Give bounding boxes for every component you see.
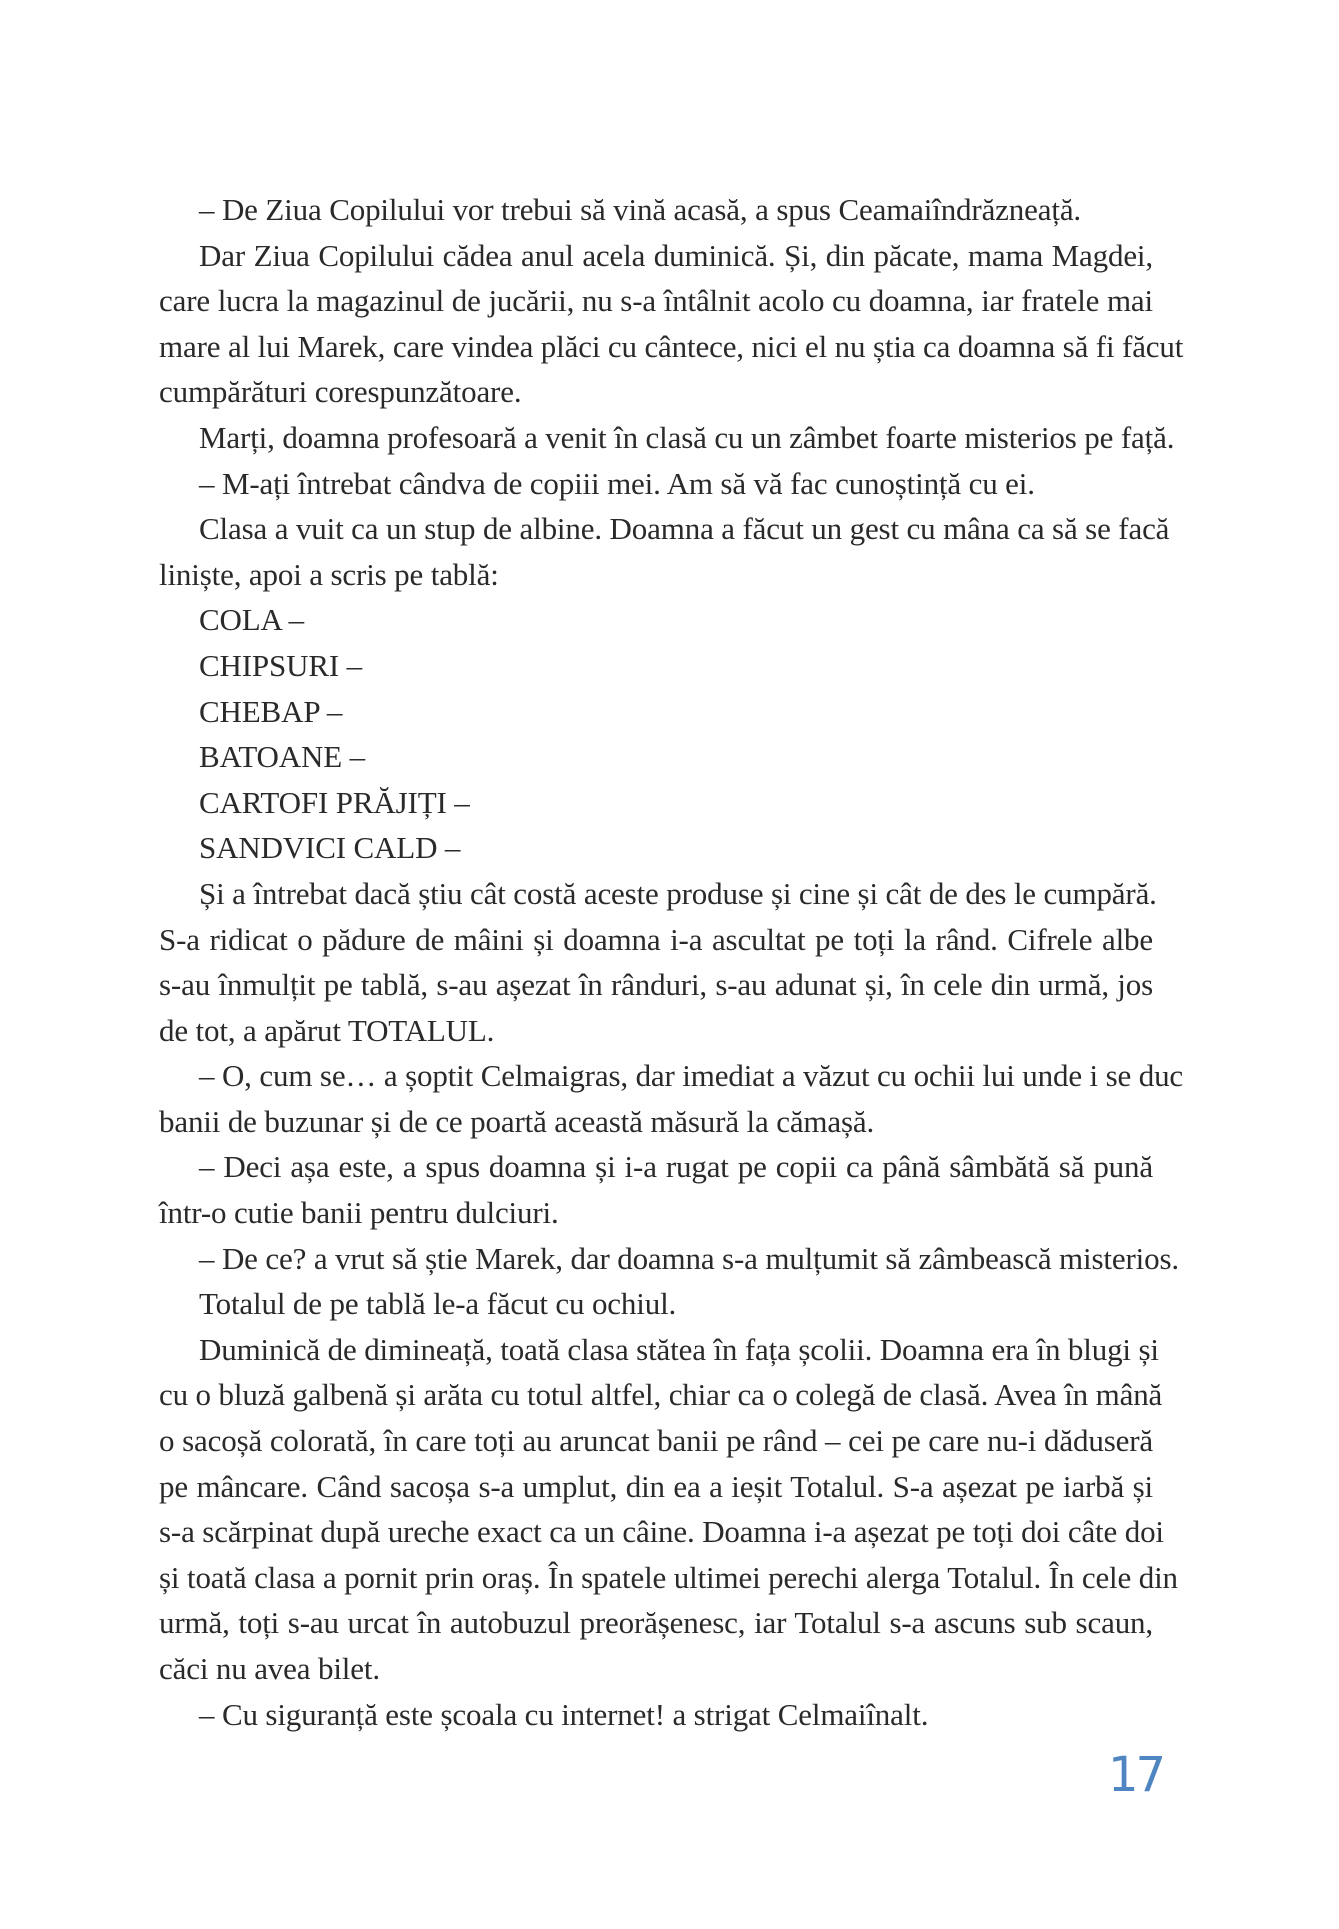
text-line: cu o bluză galbenă și arăta cu totul altfel, chiar ca o colegă de clasă. Avea în mână: [159, 1377, 1163, 1413]
text-line: pe mâncare. Când sacoșa s-a umplut, din ea a ieșit Totalul. S-a așezat pe iarbă și: [159, 1468, 1153, 1504]
text-line: – M-ați întrebat cândva de copiii mei. Am să vă fac cunoștință cu ei.: [199, 465, 1035, 501]
text-line: într-o cutie banii pentru dulciuri.: [159, 1195, 559, 1231]
text-line: – Deci așa este, a spus doamna și i-a rugat pe copii ca până sâmbătă să pună: [199, 1149, 1153, 1185]
text-line: Totalul de pe tablă le-a făcut cu ochiul.: [199, 1286, 677, 1322]
text-line: – O, cum se… a șoptit Celmaigras, dar imediat a văzut cu ochii lui unde i se duc: [199, 1058, 1184, 1094]
text-line: Și a întrebat dacă știu cât costă aceste produse și cine și cât de des le cumpără.: [199, 875, 1157, 911]
page-number: 17: [1108, 1747, 1164, 1803]
text-line: Dar Ziua Copilului cădea anul acela duminică. Și, din păcate, mama Magdei,: [199, 237, 1153, 273]
board-list-item: CHIPSURI –: [199, 647, 363, 683]
board-list-item: SANDVICI CALD –: [199, 830, 461, 866]
page-body: [159, 187, 1184, 1737]
text-line: și toată clasa a pornit prin oraș. În spatele ultimei perechi alerga Totalul. În cele din: [159, 1559, 1178, 1595]
text-line: mare al lui Marek, care vindea plăci cu cântece, nici el nu știa ca doamna să fi făcut: [159, 328, 1184, 364]
board-list-item: BATOANE –: [199, 739, 366, 775]
board-list-item: COLA –: [199, 602, 305, 638]
text-line: banii de buzunar și de ce poartă această măsură la cămașă.: [159, 1103, 875, 1139]
text-line: – Cu siguranță este școala cu internet! a strigat Celmaiînalt.: [199, 1696, 929, 1732]
board-list-item: CARTOFI PRĂJIȚI –: [199, 784, 470, 820]
text-line: s-a scărpinat după ureche exact ca un câine. Doamna i-a așezat pe toți doi câte doi: [159, 1514, 1164, 1550]
text-line: Clasa a vuit ca un stup de albine. Doamna a făcut un gest cu mâna ca să se facă: [199, 511, 1170, 547]
text-line: – De Ziua Copilului vor trebui să vină acasă, a spus Ceamaiîndrăzneață.: [199, 192, 1082, 227]
text-line: – De ce? a vrut să știe Marek, dar doamna s-a mulțumit să zâmbească misterios.: [199, 1240, 1179, 1276]
text-line: Duminică de dimineață, toată clasa stătea în fața școlii. Doamna era în blugi și: [199, 1331, 1159, 1367]
board-list-item: CHEBAP –: [199, 693, 343, 729]
text-line: o sacoșă colorată, în care toți au aruncat banii pe rând – cei pe care nu-i dăduseră: [159, 1423, 1153, 1459]
text-line: S-a ridicat o pădure de mâini și doamna i-a ascultat pe toți la rând. Cifrele albe: [159, 921, 1153, 957]
text-line: urmă, toți s-au urcat în autobuzul preorășenesc, iar Totalul s-a ascuns sub scaun,: [159, 1605, 1153, 1641]
text-line: Marți, doamna profesoară a venit în clasă cu un zâmbet foarte misterios pe față.: [199, 419, 1175, 455]
text-line: căci nu avea bilet.: [159, 1651, 380, 1686]
text-line: de tot, a apărut TOTALUL.: [159, 1012, 495, 1048]
text-line: liniște, apoi a scris pe tablă:: [159, 556, 499, 592]
text-line: s-au înmulțit pe tablă, s-au așezat în rânduri, s-au adunat și, în cele din urmă, jos: [159, 967, 1153, 1003]
text-line: care lucra la magazinul de jucării, nu s-a întâlnit acolo cu doamna, iar fratele mai: [159, 283, 1153, 319]
text-line: cumpărături corespunzătoare.: [159, 374, 522, 410]
